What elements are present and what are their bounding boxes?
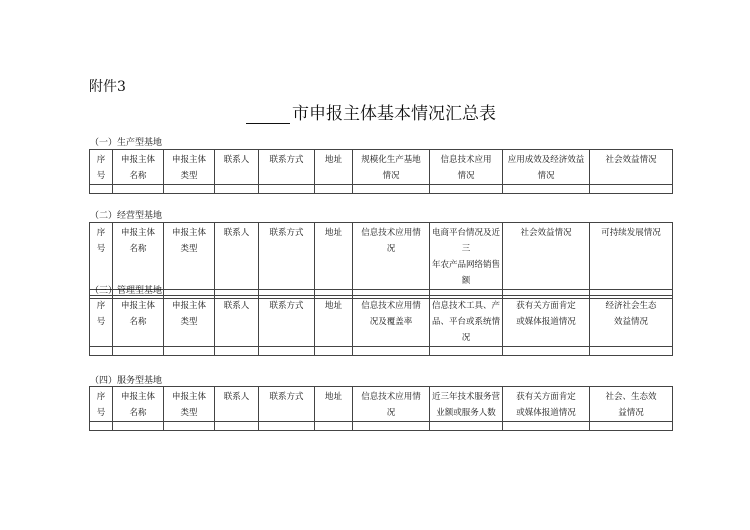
header-cell [430,296,503,347]
header-cell [164,223,215,290]
header-text: 品、平台或系统情 [431,317,500,327]
header-text: 名称 [129,244,147,254]
header-text: 情况 [382,171,400,181]
empty-cell [315,347,353,356]
header-text: 况 [386,244,396,254]
header-text: 信息技术应用情 [361,392,421,402]
header-cell [503,150,590,185]
header-text: 地址 [324,228,342,238]
header-text: 序 [96,392,106,402]
header-text: 获有关方面肯定 [516,392,576,402]
header-text: 应用成效及经济效益 [507,155,585,165]
header-text: 效益情况 [613,317,648,327]
header-text: 号 [96,408,106,418]
header-cell [315,223,353,290]
header-text: 情况 [457,171,475,181]
header-text: 申报主体 [120,392,155,402]
header-cell [90,296,113,347]
empty-cell [430,185,503,194]
header-text: 申报主体 [120,228,155,238]
header-cell [90,387,113,422]
empty-cell [113,347,164,356]
header-text: 经济社会生态 [605,301,657,311]
header-cell [430,387,503,422]
header-text: 申报主体 [171,301,206,311]
header-text: 近三年技术服务营 [431,392,500,402]
header-text: 规模化生产基地 [361,155,421,165]
header-text: 申报主体 [120,155,155,165]
table-row [90,347,673,356]
header-text: 联系人 [223,228,250,238]
header-text: 地址 [324,301,342,311]
header-cell [590,387,673,422]
header-text: 可持续发展情况 [601,228,661,238]
header-text: 联系人 [223,301,250,311]
header-text: 益情况 [618,408,644,418]
empty-cell [353,185,430,194]
summary-table [89,222,673,299]
header-cell [259,296,315,347]
header-cell [315,150,353,185]
header-text: 或媒体报道情况 [516,317,576,327]
header-cell [353,223,430,290]
header-text: 况 [461,333,471,343]
header-text: 社会、生态效 [605,392,657,402]
header-text: 地址 [324,155,342,165]
table-header-row [90,223,673,290]
blank-fill-line [246,109,290,124]
header-cell [164,150,215,185]
header-text: 业额或服务人数 [436,408,496,418]
header-cell [259,150,315,185]
header-cell [503,387,590,422]
summary-table [89,386,673,431]
empty-cell [315,422,353,431]
empty-cell [353,422,430,431]
empty-cell [590,347,673,356]
table-row [90,422,673,431]
header-cell [164,387,215,422]
header-text: 信息技术工具、产 [431,301,500,311]
empty-cell [590,422,673,431]
header-text: 号 [96,244,106,254]
header-text: 电商平台情况及近三 [431,228,500,254]
header-cell [315,387,353,422]
header-text: 号 [96,171,106,181]
header-cell [259,387,315,422]
empty-cell [113,422,164,431]
empty-cell [315,185,353,194]
empty-cell [259,347,315,356]
header-cell [353,387,430,422]
header-text: 联系方式 [269,228,304,238]
header-cell [590,223,673,290]
section-label: （二）经营型基地 [90,211,163,221]
header-cell [113,296,164,347]
empty-cell [215,422,259,431]
header-cell [215,150,259,185]
header-text: 类型 [180,317,198,327]
header-text: 类型 [180,408,198,418]
empty-cell [503,422,590,431]
table-header-row [90,150,673,185]
attachment-label: 附件3 [89,79,126,95]
header-text: 名称 [129,171,147,181]
header-cell [315,296,353,347]
section-label: （一）生产型基地 [90,138,163,148]
empty-cell [215,185,259,194]
header-text: 序 [96,155,106,165]
header-text: 名称 [129,408,147,418]
header-cell [113,223,164,290]
header-cell [590,296,673,347]
empty-cell [90,347,113,356]
header-cell [215,223,259,290]
header-text: 况 [386,408,396,418]
header-text: 或媒体报道情况 [516,408,576,418]
empty-cell [430,422,503,431]
header-text: 申报主体 [171,228,206,238]
empty-cell [503,347,590,356]
header-cell [259,223,315,290]
header-text: 类型 [180,171,198,181]
section-label: （三）管理型基地 [90,286,163,296]
empty-cell [259,185,315,194]
header-text: 社会效益情况 [605,155,657,165]
empty-cell [430,347,503,356]
empty-cell [90,185,113,194]
header-text: 联系方式 [269,155,304,165]
header-cell [430,150,503,185]
empty-cell [590,185,673,194]
header-text: 信息技术应用情 [361,301,421,311]
table-header-row [90,296,673,347]
header-text: 联系人 [223,155,250,165]
document-title [246,99,506,123]
header-text: 获有关方面肯定 [516,301,576,311]
empty-cell [259,422,315,431]
header-cell [430,223,503,290]
empty-cell [164,185,215,194]
header-cell [113,387,164,422]
header-text: 联系方式 [269,392,304,402]
header-text: 申报主体 [171,155,206,165]
header-cell [353,296,430,347]
header-text: 序 [96,228,106,238]
header-cell [590,150,673,185]
header-cell [503,296,590,347]
header-text: 名称 [129,317,147,327]
summary-table [89,295,673,356]
header-cell [113,150,164,185]
header-cell [90,223,113,290]
header-text: 联系方式 [269,301,304,311]
header-cell [215,296,259,347]
header-text: 情况 [537,171,555,181]
empty-cell [164,422,215,431]
header-text: 地址 [324,392,342,402]
table-header-row [90,387,673,422]
header-text: 信息技术应用情 [361,228,421,238]
title-text: 市申报主体基本情况汇总表 [292,104,496,124]
empty-cell [353,347,430,356]
header-text: 序 [96,301,106,311]
header-cell [503,223,590,290]
header-cell [90,150,113,185]
header-cell [164,296,215,347]
empty-cell [90,422,113,431]
header-cell [353,150,430,185]
header-text: 况及覆盖率 [369,317,413,327]
header-text: 申报主体 [120,301,155,311]
header-text: 类型 [180,244,198,254]
summary-table [89,149,673,194]
section-label: （四）服务型基地 [90,376,163,386]
empty-cell [164,347,215,356]
table-row [90,185,673,194]
header-cell [215,387,259,422]
header-text: 联系人 [223,392,250,402]
empty-cell [113,185,164,194]
header-text: 信息技术应用 [440,155,492,165]
empty-cell [503,185,590,194]
header-text: 申报主体 [171,392,206,402]
header-text: 社会效益情况 [520,228,572,238]
header-text: 号 [96,317,106,327]
header-text: 年农产品网络销售额 [431,260,500,286]
empty-cell [215,347,259,356]
